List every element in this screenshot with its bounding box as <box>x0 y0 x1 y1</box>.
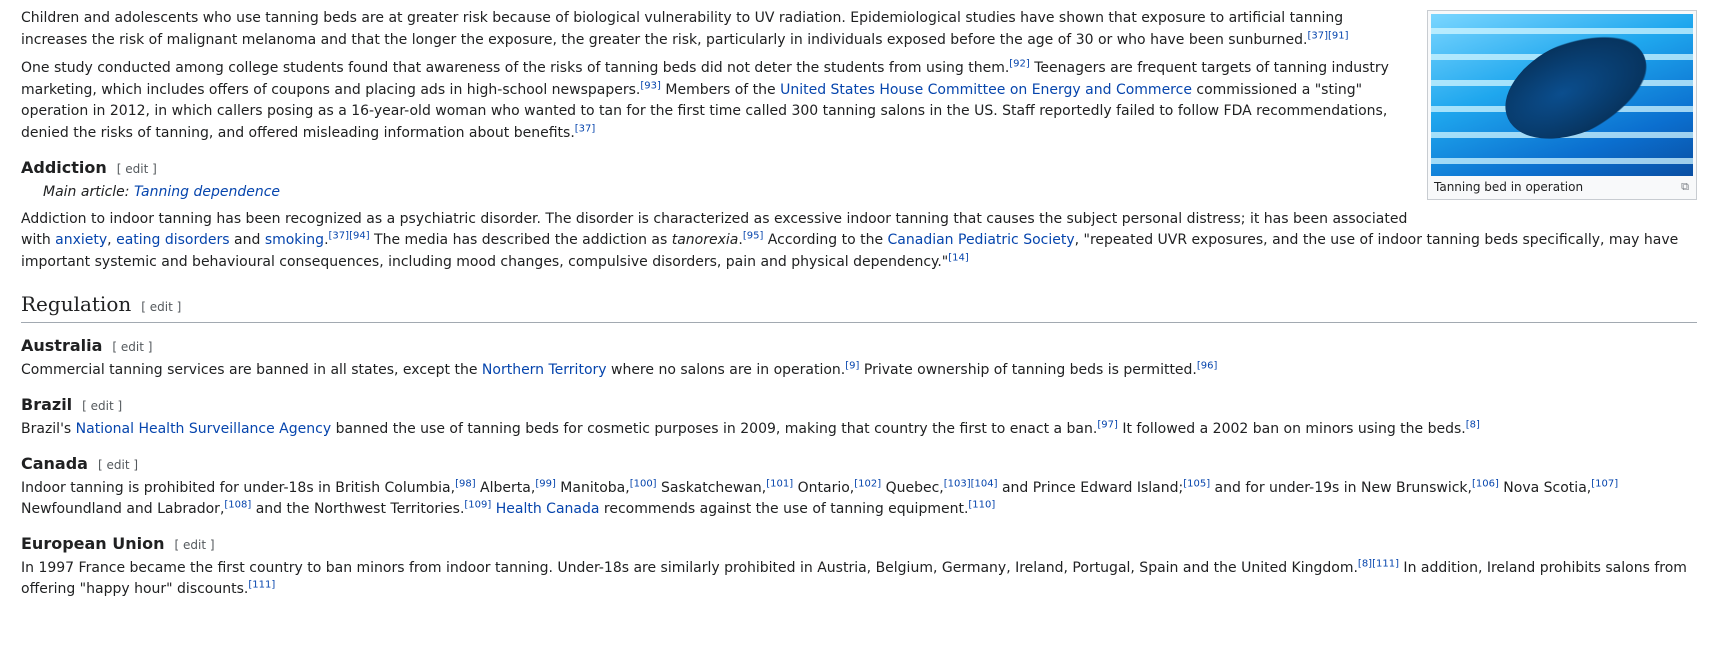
citation[interactable]: [99] <box>535 477 556 489</box>
canada-paragraph: Indoor tanning is prohibited for under-18s in British Columbia,[98] Alberta,[99] Manitoba,[100] Saskatchewan,[101] Ontario,[102] Quebec,[103][104] and Prince Edward Island;[105] and for under-19s in New Brunswick,[106] Nova Scotia,[107] Newfoundland and Labrador,[108] and the Northwest Territories.[109] Health Canada recommends against the use of tanning equipment.[110] <box>21 477 1619 518</box>
citation[interactable]: [8][111] <box>1357 558 1399 570</box>
citation[interactable]: [102] <box>854 477 882 489</box>
citation[interactable]: [109] <box>464 499 492 511</box>
link-health-surveillance-agency[interactable]: National Health Surveillance Agency <box>75 420 332 437</box>
citation[interactable]: [97] <box>1097 419 1118 431</box>
heading-regulation: Regulation [ edit ] <box>21 289 1697 323</box>
citation[interactable]: [101] <box>766 477 794 489</box>
link-tanning-dependence[interactable]: Tanning dependence <box>133 183 281 200</box>
heading-addiction: Addiction [ edit ] <box>21 157 157 177</box>
magnify-icon[interactable]: ⧉ <box>1681 180 1689 193</box>
citation[interactable]: [100] <box>629 477 657 489</box>
citation[interactable]: [37][91] <box>1307 29 1349 41</box>
tanning-bed-image[interactable] <box>1431 14 1693 176</box>
citation[interactable]: [37][94] <box>328 230 370 242</box>
citation[interactable]: [96] <box>1196 360 1218 372</box>
edit-link[interactable]: [ edit ] <box>112 340 153 355</box>
citation[interactable]: [98] <box>455 477 476 489</box>
link-eating-disorders[interactable]: eating disorders <box>116 232 230 249</box>
citation[interactable]: [111] <box>248 579 276 591</box>
citation[interactable]: [107] <box>1591 477 1619 489</box>
hatnote: Main article: Tanning dependence <box>43 183 281 200</box>
heading-european-union: European Union [ edit ] <box>21 533 215 553</box>
citation[interactable]: [92] <box>1009 58 1030 70</box>
edit-link[interactable]: [ edit ] <box>97 457 139 472</box>
edit-link[interactable]: [ edit ] <box>141 300 182 315</box>
intro-paragraph-2: One study conducted among college students found that awareness of the risks of tanning beds did not deter the students from using them.[92] Teenagers are frequent targets of tanning industry marketing, which includes offers of coupons and placing ads in high-school newspapers.[93] Members of the United States House Committee on Energy and Commerce commissioned a "sting" operation in 2012, in which callers posing as a 16-year-old woman who wanted to tan for the first time called 300 tanning salons in the US. Staff reportedly failed to follow FDA recommendations, denied the risks of tanning, and offered misleading information about benefits.[37] <box>21 58 1389 141</box>
intro-paragraph-1: Children and adolescents who use tanning beds are at greater risk because of biological vulnerability to UV radiation. Epidemiological studies have shown that exposure to artificial tanning increases the risk of malignant melanoma and that the longer the exposure, the greater the risk, particularly in individuals exposed before the age of 30 or who have been sunburned.[37][91] <box>21 10 1349 48</box>
citation[interactable]: [110] <box>968 499 996 511</box>
edit-link[interactable]: [ edit ] <box>116 161 157 176</box>
edit-link[interactable]: [ edit ] <box>174 537 215 552</box>
link-anxiety[interactable]: anxiety <box>55 232 108 249</box>
citation[interactable]: [108] <box>224 499 252 511</box>
brazil-paragraph: Brazil's National Health Surveillance Agency banned the use of tanning beds for cosmetic purposes in 2009, making that country the first to enact a ban.[97] It followed a 2002 ban on minors using the beds.[8] <box>21 419 1480 437</box>
citation[interactable]: [14] <box>948 252 969 264</box>
citation[interactable]: [95] <box>742 230 764 242</box>
citation[interactable]: [103][104] <box>943 477 998 489</box>
edit-link[interactable]: [ edit ] <box>82 398 123 413</box>
link-smoking[interactable]: smoking <box>264 232 325 249</box>
citation[interactable]: [105] <box>1183 477 1211 489</box>
citation[interactable]: [93] <box>640 80 661 92</box>
citation[interactable]: [9] <box>845 360 860 372</box>
citation[interactable]: [106] <box>1471 477 1499 489</box>
heading-australia: Australia [ edit ] <box>21 336 153 356</box>
addiction-paragraph: Addiction to indoor tanning has been recognized as a psychiatric disorder. The disorder is characterized as excessive indoor tanning that causes the subject personal distress; it has been associated with anxiety, eating disorders and smoking.[37][94] The media has described the addiction as tanorexia.[95] According to the Canadian Pediatric Society, "repeated UVR exposures, and the use of indoor tanning beds specifically, may have important systemic and behavioural consequences, including mood changes, compulsive disorders, pain and physical dependency."[14] <box>21 210 1679 270</box>
link-canadian-pediatric-society[interactable]: Canadian Pediatric Society <box>887 232 1075 249</box>
thumbnail <box>1427 10 1697 200</box>
link-house-committee[interactable]: United States House Committee on Energy and Commerce <box>780 81 1192 98</box>
caption-text: Tanning bed in operation <box>1434 180 1584 194</box>
thumbnail-caption <box>1431 176 1693 196</box>
link-northern-territory[interactable]: Northern Territory <box>481 362 607 379</box>
heading-canada: Canada [ edit ] <box>21 453 139 473</box>
citation[interactable]: [8] <box>1465 419 1480 431</box>
australia-paragraph: Commercial tanning services are banned in all states, except the Northern Territory where no salons are in operation.[9] Private ownership of tanning beds is permitted.[96] <box>21 360 1218 379</box>
heading-brazil: Brazil [ edit ] <box>21 394 123 414</box>
citation[interactable]: [37] <box>574 123 596 135</box>
link-health-canada[interactable]: Health Canada <box>495 501 600 518</box>
eu-paragraph: In 1997 France became the first country to ban minors from indoor tanning. Under-18s are similarly prohibited in Austria, Belgium, Germany, Ireland, Portugal, Spain and the United Kingdom.[8][111] In addition, Ireland prohibits salons from offering "happy hour" discounts.[111] <box>21 558 1687 598</box>
